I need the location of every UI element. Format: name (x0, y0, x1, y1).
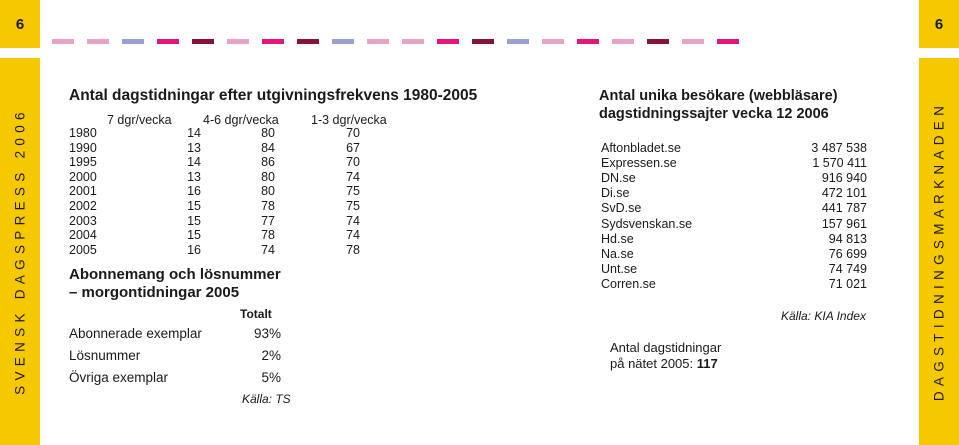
table-cell: 2004 (69, 228, 97, 243)
table-cell: 14 (187, 126, 201, 140)
table-cell: Sydsvenskan.se (601, 216, 693, 231)
table-row (601, 156, 867, 171)
table-cell: 74 (346, 169, 360, 184)
web-title-line2: dagstidningssajter vecka 12 2006 (599, 106, 829, 122)
table-cell: 1995 (69, 155, 97, 170)
table-cell: 94 813 (828, 231, 867, 246)
table-cell: Corren.se (601, 276, 656, 291)
table-row (69, 348, 289, 364)
table-cell: 93% (253, 326, 281, 341)
online-line1: Antal dagstidningar (610, 340, 722, 355)
table-cell: 71 021 (828, 276, 867, 291)
table-row (69, 184, 389, 199)
table-cell: 14 (187, 155, 201, 170)
table-cell: 5% (261, 370, 281, 385)
header-7-days: 7 dgr/vecka (107, 113, 172, 127)
table-cell: 15 (187, 199, 201, 213)
table-cell: 84 (261, 140, 275, 155)
table-cell: 70 (346, 126, 360, 140)
table-row (69, 243, 389, 258)
table-row (69, 228, 389, 243)
color-stripe (612, 39, 634, 44)
table-cell: 16 (187, 184, 201, 199)
color-stripe (262, 39, 284, 44)
table-row (69, 141, 389, 156)
table-cell: 80 (261, 169, 275, 184)
table-cell: Abonnerade exemplar (69, 326, 202, 341)
online-line2 (610, 356, 721, 372)
table-cell: 2% (261, 348, 281, 363)
table-cell: 78 (261, 199, 275, 213)
table-cell: 67 (346, 140, 360, 155)
table-cell: 80 (261, 184, 275, 199)
table-cell: 74 (346, 213, 360, 228)
web-visitors-title (599, 87, 838, 123)
color-stripe (577, 39, 599, 44)
table-row (69, 214, 389, 229)
table-cell: 78 (346, 242, 360, 257)
side-label-right: DAGSTIDNINGSMARKNADEN (931, 100, 947, 402)
online-value: 117 (696, 356, 718, 371)
web-title-line1: Antal unika besökare (webbläsare) (599, 88, 838, 104)
color-stripe (472, 39, 494, 44)
color-stripe (402, 39, 424, 44)
table-cell: 157 961 (821, 216, 867, 231)
table-cell: 441 787 (821, 201, 867, 216)
table-cell: 13 (187, 169, 201, 184)
table-cell: 74 (261, 242, 275, 257)
color-stripe (647, 39, 669, 44)
table-cell: 16 (187, 242, 201, 257)
color-stripe (332, 39, 354, 44)
table-cell: 77 (261, 213, 275, 228)
table-cell: 15 (187, 228, 201, 243)
source-ts: Källa: TS (242, 392, 291, 406)
table-row (69, 370, 289, 386)
table-cell: 76 699 (828, 246, 867, 261)
top-bar (0, 0, 959, 48)
table-cell: SvD.se (601, 201, 642, 216)
page-number-left: 6 (0, 0, 40, 48)
color-stripe (122, 39, 144, 44)
table-cell: 74 (346, 228, 360, 243)
table-cell: 2002 (69, 199, 97, 213)
frequency-table-title: Antal dagstidningar efter utgivningsfrekvens 1980-2005 (69, 87, 478, 104)
table-cell: Di.se (601, 186, 630, 201)
table-row (69, 170, 389, 185)
table-row (69, 199, 389, 214)
color-stripe (297, 39, 319, 44)
table-row (601, 262, 867, 277)
online-label: på nätet 2005: (610, 356, 694, 371)
color-stripe (682, 39, 704, 44)
online-papers-note (610, 340, 721, 372)
table-cell: 2001 (69, 184, 97, 199)
table-cell: 13 (187, 140, 201, 155)
table-cell: 15 (187, 213, 201, 228)
color-stripe (192, 39, 214, 44)
table-cell: 75 (346, 184, 360, 199)
color-stripes (52, 39, 752, 44)
color-stripe (157, 39, 179, 44)
table-row (601, 171, 867, 186)
color-stripe (717, 39, 739, 44)
table-cell: 1 570 411 (812, 156, 867, 171)
color-stripe (542, 39, 564, 44)
table-cell: Lösnummer (69, 348, 141, 363)
table-row (69, 126, 389, 141)
table-cell: 2003 (69, 213, 97, 228)
table-cell: Hd.se (601, 231, 634, 246)
header-1-3-days: 1-3 dgr/vecka (311, 113, 387, 127)
subscription-title-line2: – morgontidningar 2005 (69, 284, 240, 301)
table-row (601, 201, 867, 216)
table-cell: 80 (261, 126, 275, 140)
table-cell: 472 101 (821, 186, 867, 201)
color-stripe (437, 39, 459, 44)
color-stripe (227, 39, 249, 44)
subscription-title (69, 266, 281, 302)
table-row (601, 232, 867, 247)
table-cell: 74 749 (828, 261, 867, 276)
color-stripe (507, 39, 529, 44)
source-kia: Källa: KIA Index (781, 309, 866, 323)
table-row (601, 247, 867, 262)
side-label-left: SVENSK DAGSPRESS 2006 (12, 107, 28, 395)
table-row (601, 186, 867, 201)
table-cell: 1990 (69, 140, 97, 155)
table-cell: Unt.se (601, 261, 638, 276)
color-stripe (52, 39, 74, 44)
table-cell: 1980 (69, 126, 97, 140)
table-row (601, 217, 867, 232)
table-cell: 70 (346, 155, 360, 170)
table-cell: Expressen.se (601, 156, 677, 171)
table-cell: 75 (346, 199, 360, 213)
table-row (601, 277, 867, 292)
table-row (69, 326, 289, 342)
header-4-6-days: 4-6 dgr/vecka (203, 113, 279, 127)
table-cell: DN.se (601, 171, 636, 186)
table-cell: Na.se (601, 246, 634, 261)
total-column-header: Totalt (240, 307, 272, 321)
table-row (601, 141, 867, 156)
color-stripe (367, 39, 389, 44)
table-cell: 3 487 538 (811, 141, 867, 155)
table-cell: 86 (261, 155, 275, 170)
table-cell: Aftonbladet.se (601, 141, 681, 155)
table-cell: Övriga exemplar (69, 370, 169, 385)
table-row (69, 155, 389, 170)
subscription-title-line1: Abonnemang och lösnummer (69, 266, 281, 283)
page-number-right: 6 (919, 0, 959, 48)
table-cell: 2000 (69, 169, 97, 184)
color-stripe (87, 39, 109, 44)
table-cell: 2005 (69, 242, 97, 257)
table-cell: 78 (261, 228, 275, 243)
table-cell: 916 940 (821, 171, 867, 186)
